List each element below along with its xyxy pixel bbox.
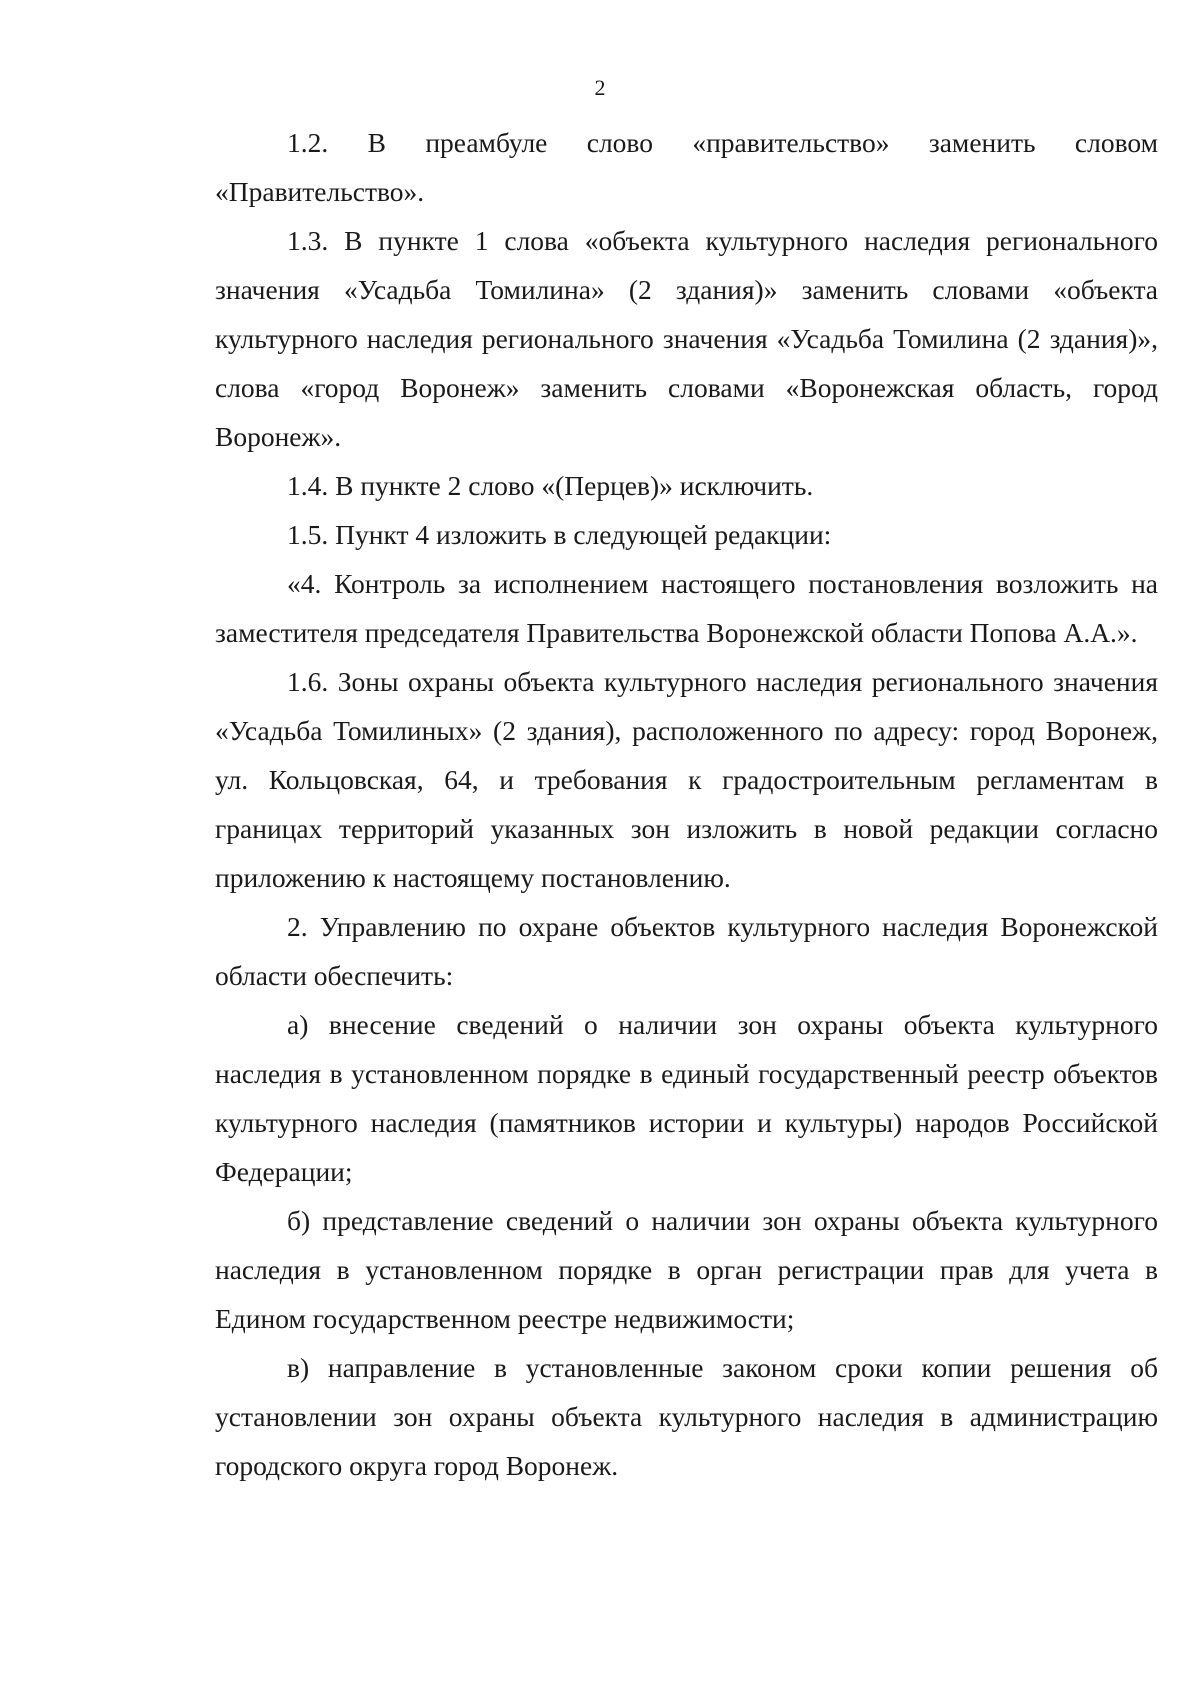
paragraph-1-5: 1.5. Пункт 4 изложить в следующей редакции: — [287, 519, 832, 550]
paragraph-2-a: а) внесение сведений о наличии зон охраны объекта культурного наследия в установленном порядке в единый государственный реестр объектов культурного наследия (памятников истории и культуры) народов Российской Федерации; — [215, 1009, 1158, 1187]
paragraph-2: 2. Управлению по охране объектов культурного наследия Воронежской области обеспечить: — [215, 911, 1158, 991]
paragraph-new-point-4: «4. Контроль за исполнением настоящего постановления возложить на заместителя председателя Правительства Воронежской области Попова А.А.». — [215, 568, 1158, 648]
paragraph-1-4: 1.4. В пункте 2 слово «(Перцев)» исключить. — [287, 470, 814, 501]
paragraph-1-6: 1.6. Зоны охраны объекта культурного наследия регионального значения «Усадьба Томилиных» (2 здания), расположенного по адресу: город Воронеж, ул. Кольцовская, 64, и требования к градостроительным регламентам в границах территорий указанных зон изложить в новой редакции согласно приложению к настоящему постановлению. — [215, 666, 1158, 893]
paragraph-2-b: б) представление сведений о наличии зон охраны объекта культурного наследия в установленном порядке в орган регистрации прав для учета в Едином государственном реестре недвижимости; — [215, 1205, 1158, 1334]
paragraph-1-3: 1.3. В пункте 1 слова «объекта культурного наследия регионального значения «Усадьба Томилина» (2 здания)» заменить словами «объекта культурного наследия регионального значения «Усадьба Томилина (2 здания)», слова «город Воронеж» заменить словами «Воронежская область, город Воронеж». — [215, 225, 1158, 452]
paragraph-2-v: в) направление в установленные законом сроки копии решения об установлении зон охраны объекта культурного наследия в администрацию городского округа город Воронеж. — [215, 1352, 1158, 1481]
paragraph-1-2: 1.2. В преамбуле слово «правительство» заменить словом «Правительство». — [215, 127, 1158, 207]
page-number: 2 — [594, 75, 606, 100]
document-body — [215, 118, 1158, 1490]
